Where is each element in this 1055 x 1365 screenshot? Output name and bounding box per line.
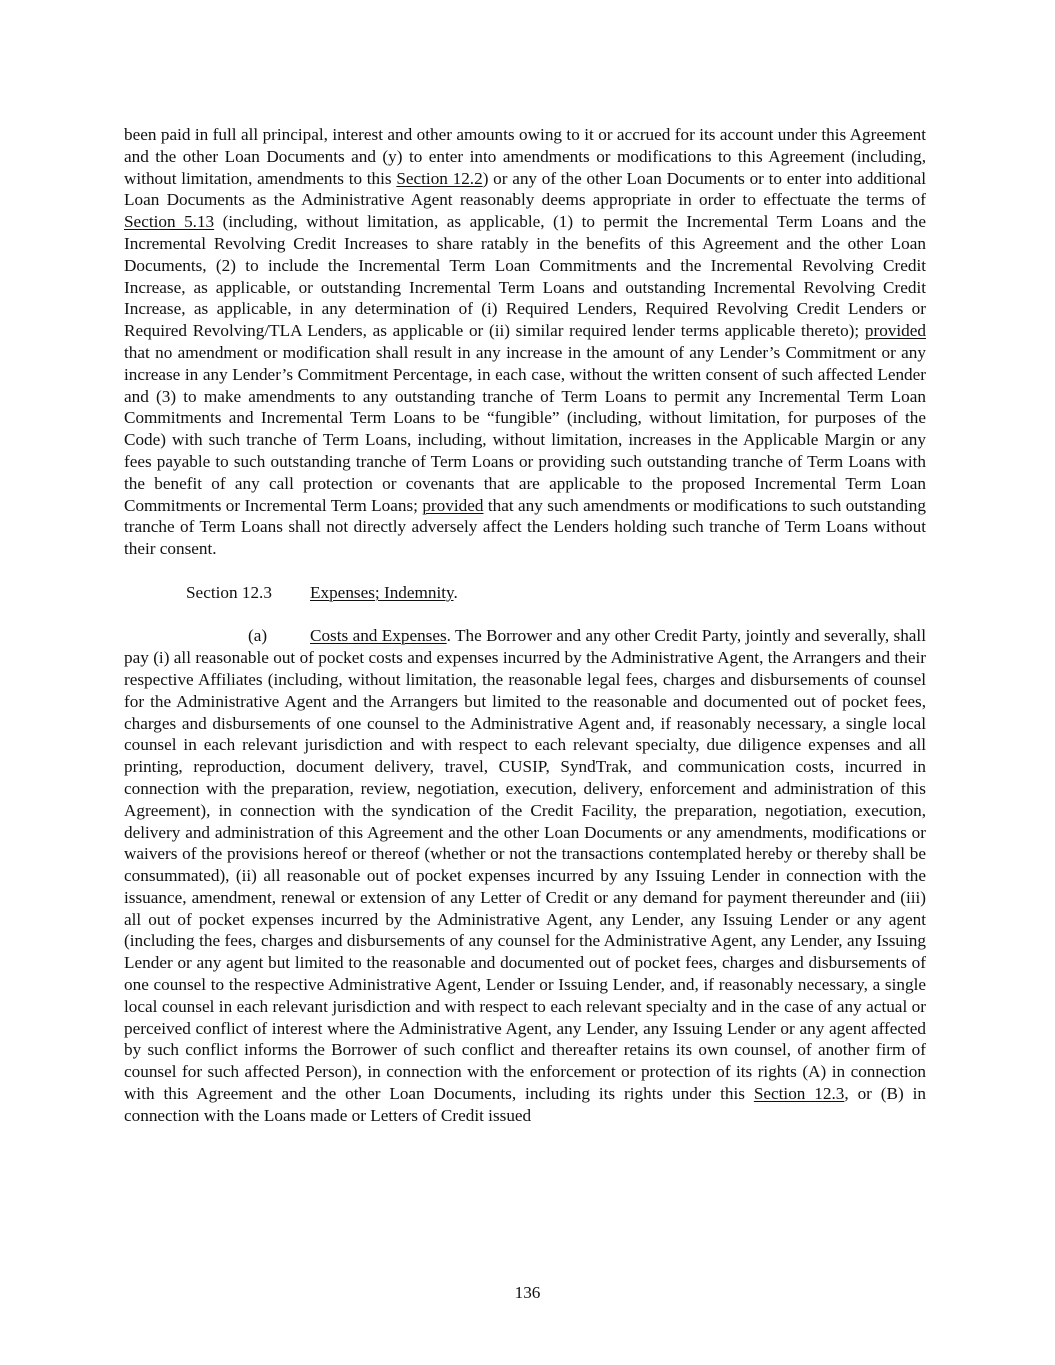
subsection-text: . The Borrower and any other Credit Party, jointly and severally, shall pay (i) all reasonable out of pocket costs and expenses incurred by the Administrative Agent, the Arrangers and their respective Affiliates (including, without limitation, the reasonable legal fees, charges and disbursements of counsel for the Administrative Agent and the Arrangers but limited to the reasonable and documented out of pocket fees, charges and disbursements of one counsel to the Administrative Agent and, if reasonably necessary, a single local counsel in each relevant jurisdiction and with respect to each relevant specialty, due diligence expenses and all printing, reproduction, document delivery, travel, CUSIP, SyndTrak, and communication costs, incurred in connection with the preparation, review, negotiation, execution, delivery, enforcement and administration of this Agreement), in connection with the syndication of the Credit Facility, the preparation, negotiation, execution, delivery and administration of this Agreement and the other Loan Documents or any amendments, modifications or waivers of the provisions hereof or thereof (whether or not the transactions contemplated hereby or thereby shall be consummated), (ii) all reasonable out of pocket expenses incurred by any Issuing Lender in connection with the issuance, amendment, renewal or extension of any Letter of Credit or any demand for payment thereunder and (iii) all out of pocket expenses incurred by the Administrative Agent, any Lender, any Issuing Lender or any agent (including the fees, charges and disbursements of any counsel for the Administrative Agent, any Lender, any Issuing Lender or any agent but limited to the reasonable and documented out of pocket fees, charges and disbursements of one counsel to the respective Administrative Agent, Lender or Issuing Lender, and, if reasonably necessary, a single local counsel in each relevant jurisdiction and with respect to each relevant specialty and in the case of any actual or perceived conflict of interest where the Administrative Agent, any Lender, any Issuing Lender or any agent affected by such conflict informs the Borrower of such conflict and thereafter retains its own counsel, of another firm of counsel for such affected Person), in connection with the enforcement or protection of its rights (A) in connection with this Agreement and the other Loan Documents, including its rights under this: [124, 626, 926, 1104]
section-reference: Section 12.3: [753, 1084, 845, 1104]
provided-term: provided: [422, 495, 484, 515]
paragraph-text: that any such amendments or modifications to such outstanding tranche of Term Loans shall not directly adversely affect the Lenders holding such tranche of Term Loans without their consent.: [124, 495, 926, 559]
subsection-text: , or (B) in connection with the Loans made or Letters of Credit issued: [124, 1084, 926, 1125]
section-reference: Section 12.2: [396, 168, 483, 188]
continued-paragraph: [124, 124, 926, 560]
subsection-a: [124, 625, 926, 1126]
section-title-period: .: [453, 582, 458, 602]
section-reference: Section 5.13: [124, 212, 215, 232]
paragraph-text: (including, without limitation, as applicable, (1) to permit the Incremental Term Loans and the Incremental Revolving Credit Increases to share ratably in the benefits of this Agreement and the other Loan Documents, (2) to include the Incremental Term Loan Commitments and the Incremental Revolving Credit Increase, as applicable, or outstanding Incremental Term Loans and outstanding Incremental Revolving Credit Increase, as applicable, in any determination of (i) Required Lenders, Required Revolving Credit Lenders or Required Revolving/TLA Lenders, as applicable or (ii) similar required lender terms applicable thereto);: [124, 212, 927, 341]
paragraph-text: that no amendment or modification shall result in any increase in the amount of any Lender’s Commitment or any increase in any Lender’s Commitment Percentage, in each case, without the written consent of such affected Lender and (3) to make amendments to any outstanding tranche of Term Loans to permit any Incremental Term Loan Commitments and Incremental Term Loans to be “fungible” (including, without limitation, for purposes of the Code) with such tranche of Term Loans, including, without limitation, increases in the Applicable Margin or any fees payable to such outstanding tranche of Term Loans or providing such outstanding tranche of Term Loans with the benefit of any call protection or covenants that are applicable to the proposed Incremental Term Loan Commitments or Incremental Term Loans;: [124, 342, 926, 515]
spacer: [124, 560, 926, 582]
paragraph-text: been paid in full all principal, interest and other amounts owing to it or accrued for its account under this Agreement and the other Loan Documents and (y) to enter into amendments or modifications to this Agreement (including, without limitation, amendments to this: [124, 125, 926, 188]
section-heading: [124, 582, 926, 604]
document-page: [124, 124, 926, 1127]
paragraph-text: ) or any of the other Loan Documents or to enter into additional Loan Documents as the Administrative Agent reasonably deems appropriate in order to effectuate the terms of: [124, 168, 926, 210]
provided-term: provided: [864, 321, 926, 341]
section-title: Expenses; Indemnity: [310, 582, 454, 602]
page-number: 136: [514, 1283, 541, 1302]
section-number: Section 12.3: [186, 582, 272, 602]
subsection-letter: (a): [248, 626, 268, 646]
subsection-heading: Costs and Expenses: [310, 626, 447, 646]
spacer: [124, 604, 926, 626]
